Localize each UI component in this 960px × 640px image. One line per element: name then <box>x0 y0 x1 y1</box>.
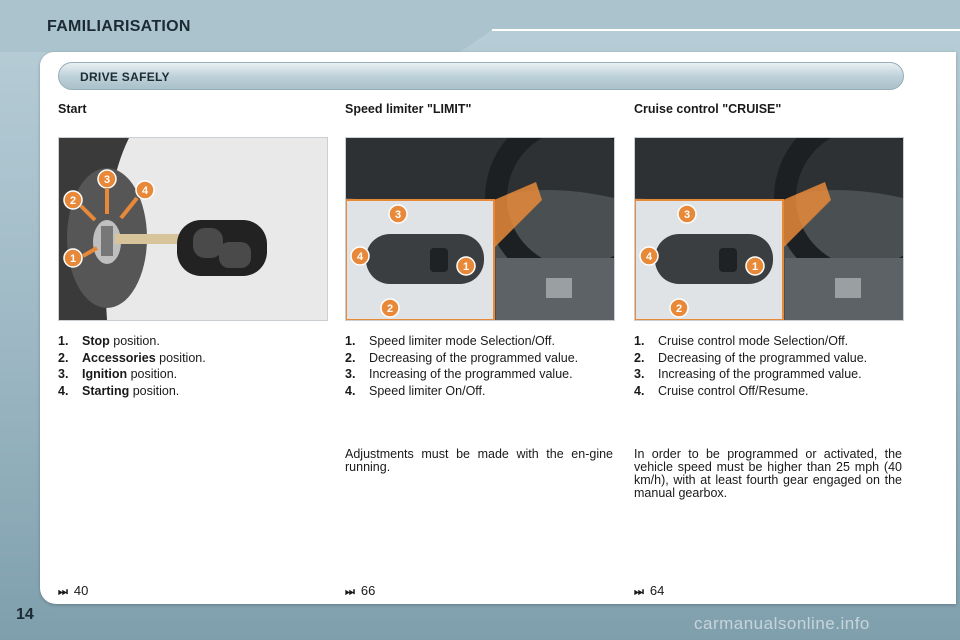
list-item: 1. Speed limiter mode Selection/Off. <box>345 334 555 348</box>
list-item: 2. Decreasing of the programmed value. <box>634 350 868 365</box>
start-heading: Start <box>58 102 87 116</box>
start-list <box>58 333 206 399</box>
limit-list <box>345 333 578 399</box>
cruise-control-photo <box>634 137 904 321</box>
callout-4: 4 <box>356 251 364 263</box>
callout-3: 3 <box>103 174 111 186</box>
list-item: 4. Cruise control Off/Resume. <box>634 383 809 398</box>
ignition-key-photo <box>58 137 328 321</box>
cruise-page-ref[interactable]: ⏭ 64 <box>634 583 665 598</box>
callout-2: 2 <box>386 303 394 315</box>
list-item: 1. Cruise control mode Selection/Off. <box>634 334 849 348</box>
limit-note: Adjustments must be made with the en-gine running. <box>345 447 613 474</box>
callout-4: 4 <box>141 185 149 197</box>
callout-3: 3 <box>683 209 691 221</box>
list-item: 2. Accessories position. <box>58 350 206 365</box>
skip-forward-icon: ⏭ <box>58 586 68 598</box>
list-item: 3. Increasing of the programmed value. <box>345 367 573 381</box>
callout-2: 2 <box>675 303 683 315</box>
cruise-heading: Cruise control "CRUISE" <box>634 102 782 116</box>
section-title: FAMILIARISATION <box>47 18 191 35</box>
skip-forward-icon: ⏭ <box>634 586 644 598</box>
watermark: carmanualsonline.info <box>694 614 870 633</box>
limit-page-ref[interactable]: ⏭ 66 <box>345 583 376 598</box>
list-item: 3. Ignition position. <box>58 367 178 381</box>
list-item: 4. Starting position. <box>58 383 180 398</box>
speed-limiter-photo <box>345 137 615 321</box>
list-item: 4. Speed limiter On/Off. <box>345 383 486 398</box>
callout-1: 1 <box>69 253 77 265</box>
content-panel <box>40 52 956 604</box>
cruise-list <box>634 333 867 399</box>
limit-heading: Speed limiter "LIMIT" <box>345 102 472 116</box>
banner-label: DRIVE SAFELY <box>80 70 170 84</box>
drive-safely-banner <box>58 62 904 90</box>
list-item: 3. Increasing of the programmed value. <box>634 367 862 381</box>
callout-1: 1 <box>462 261 470 273</box>
callout-4: 4 <box>645 251 653 263</box>
list-item: 1. Stop position. <box>58 334 160 348</box>
cruise-note: In order to be programmed or activated, the vehicle speed must be higher than 25 mph (40 km/h), with at least fourth gear engaged on the manual gearbox. <box>634 447 902 500</box>
callout-1: 1 <box>751 261 759 273</box>
callout-3: 3 <box>394 209 402 221</box>
page-number: 14 <box>16 606 34 623</box>
list-item: 2. Decreasing of the programmed value. <box>345 350 579 365</box>
start-page-ref[interactable]: ⏭ 40 <box>58 583 89 598</box>
callout-2: 2 <box>69 195 77 207</box>
skip-forward-icon: ⏭ <box>345 586 355 598</box>
